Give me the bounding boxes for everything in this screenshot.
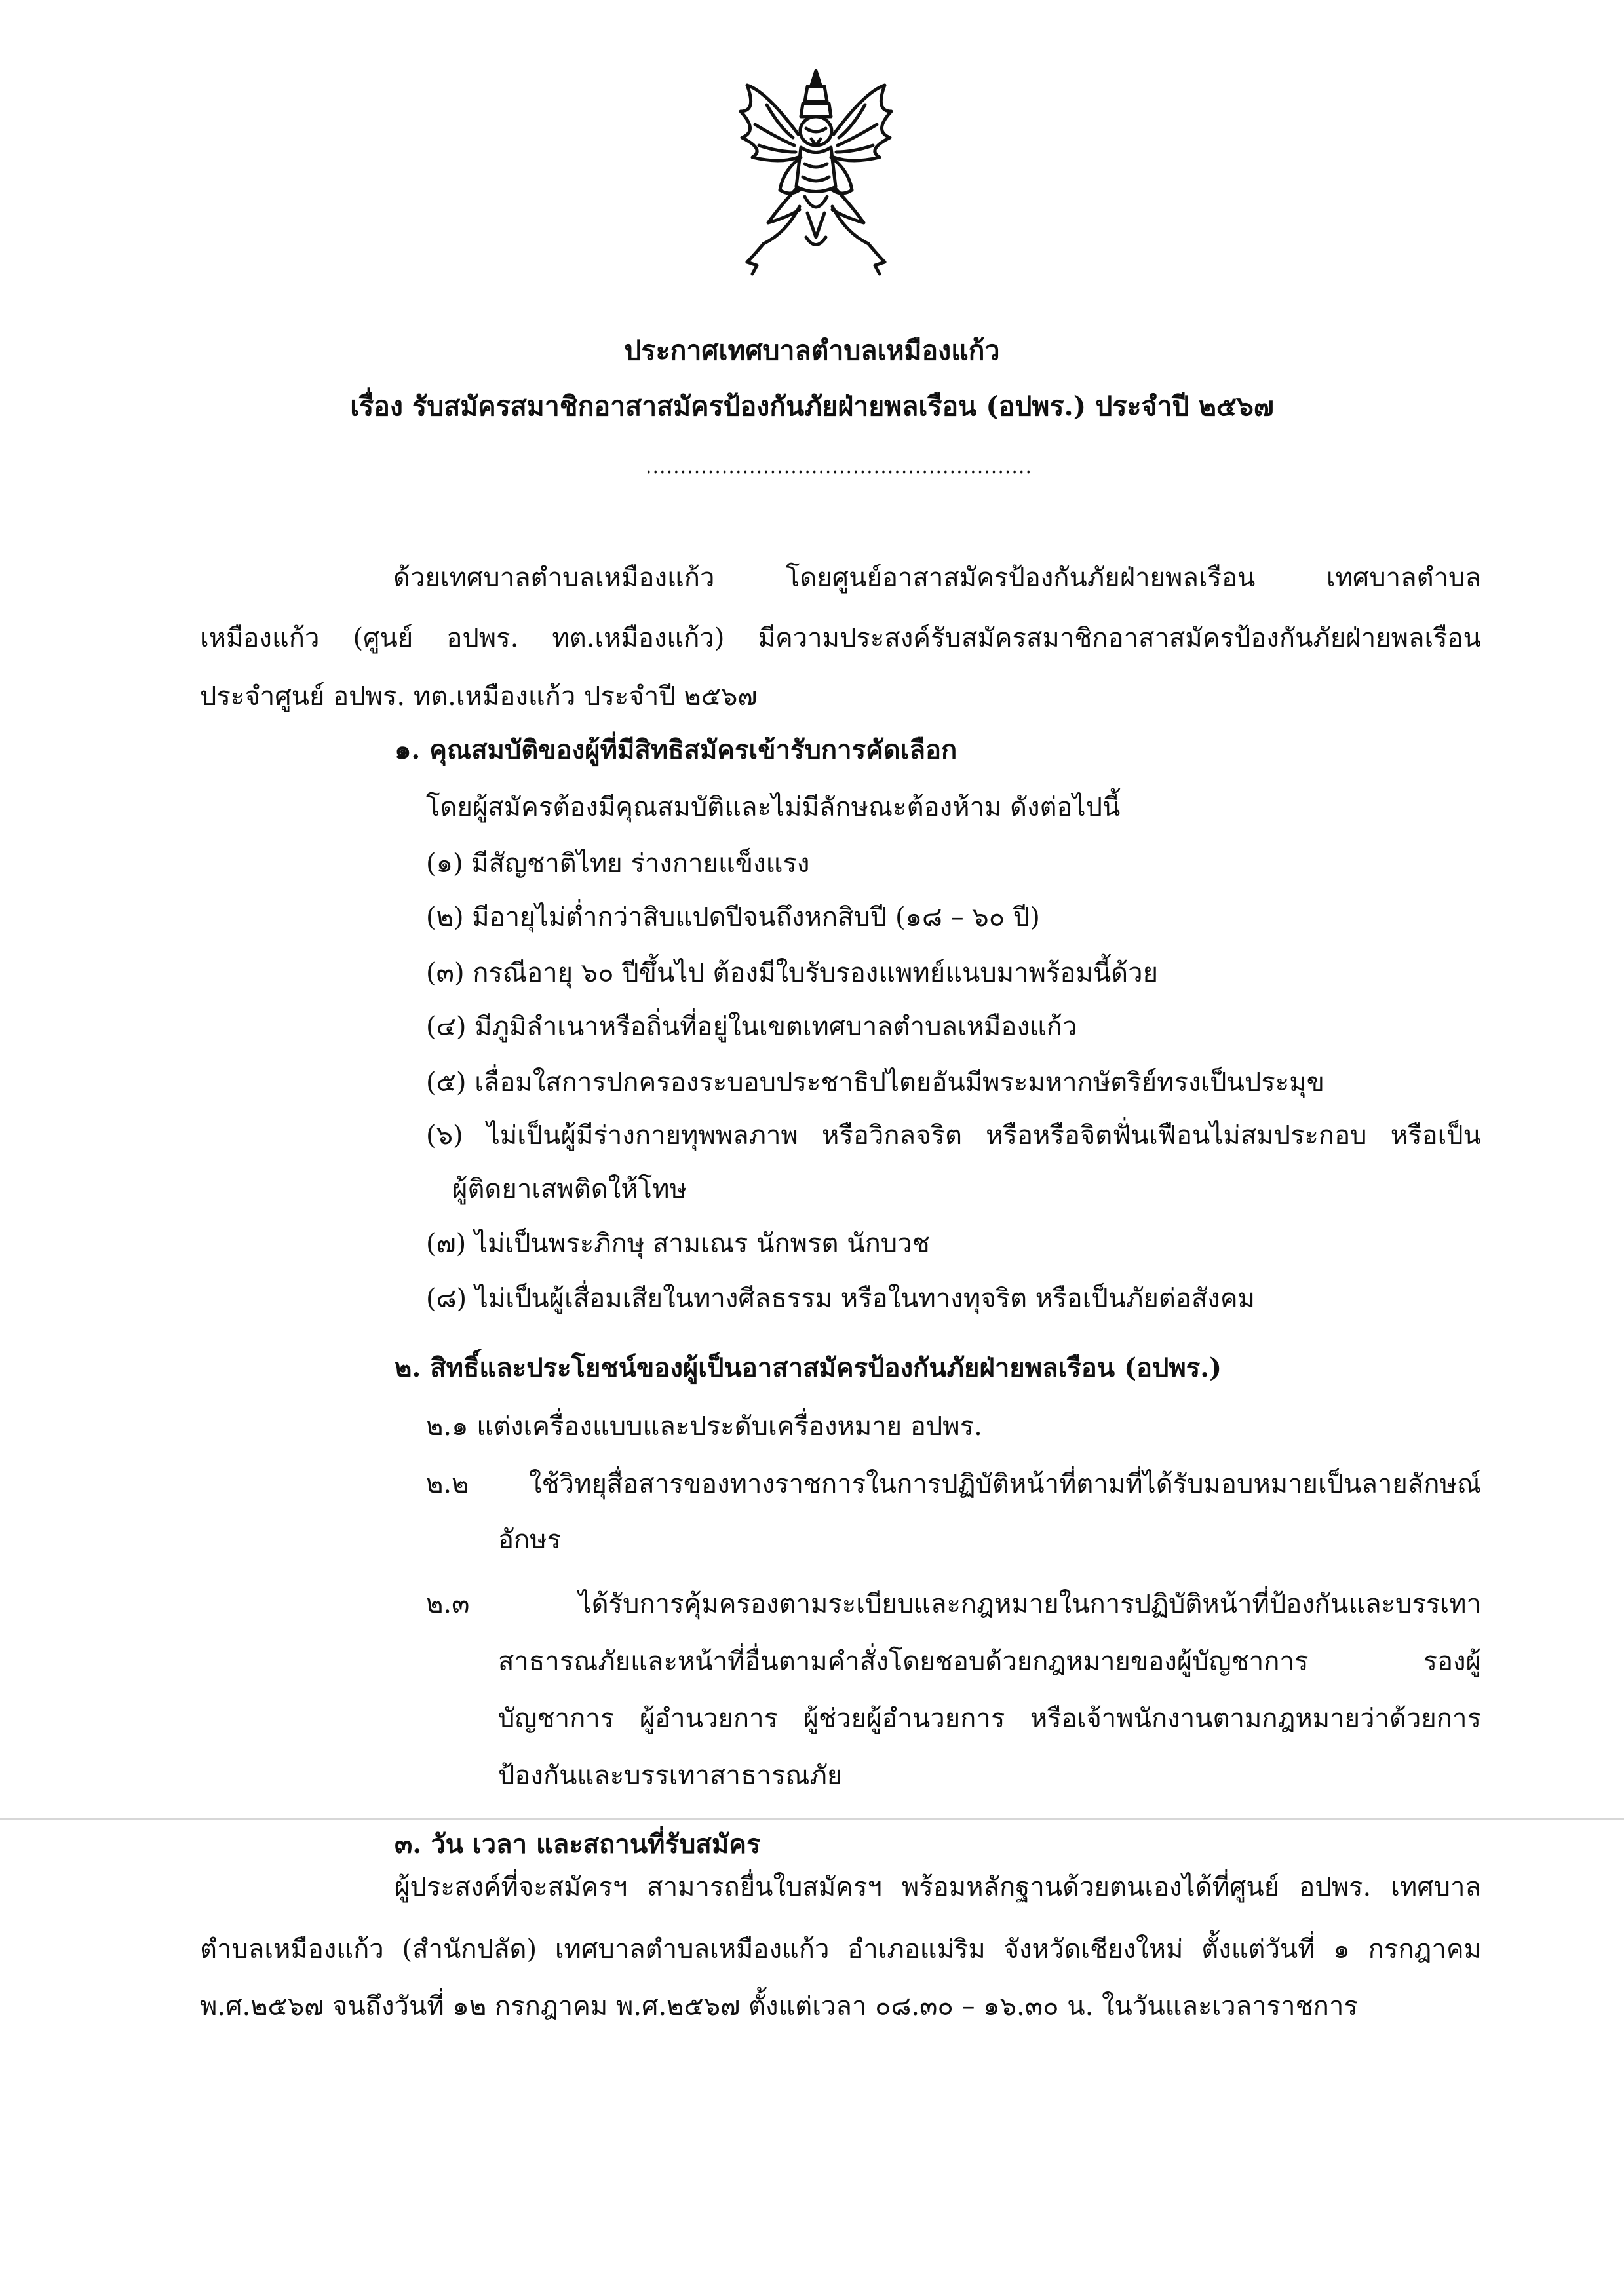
qualification-item: (๕) เลื่อมใสการปกครองระบอบประชาธิปไตยอันมีพระมหากษัตริย์ทรงเป็นประมุข	[426, 1067, 1324, 1098]
qualification-item-continued: ผู้ติดยาเสพติดให้โทษ	[452, 1174, 687, 1204]
intro-line: เหมืองแก้ว (ศูนย์ อปพร. ทต.เหมืองแก้ว) มีความประสงค์รับสมัครสมาชิกอาสาสมัครป้องกันภัยฝ่ายพลเรือน	[200, 623, 1481, 653]
intro-line: ด้วยเทศบาลตำบลเหมืองแก้ว โดยศูนย์อาสาสมัครป้องกันภัยฝ่ายพลเรือน เทศบาลตำบล	[393, 563, 1481, 593]
qualification-item: (๑) มีสัญชาติไทย ร่างกายแข็งแรง	[426, 849, 810, 879]
benefit-item: ๒.๒ ใช้วิทยุสื่อสารของทางราชการในการปฏิบัติหน้าที่ตามที่ได้รับมอบหมายเป็นลายลักษณ์	[426, 1469, 1481, 1499]
qualification-item: (๗) ไม่เป็นพระภิกษุ สามเณร นักพรต นักบวช	[426, 1229, 930, 1259]
qualification-item: (๒) มีอายุไม่ต่ำกว่าสิบแปดปีจนถึงหกสิบปี (๑๘ – ๖๐ ปี)	[426, 902, 1040, 932]
announcement-subject: เรื่อง รับสมัครสมาชิกอาสาสมัครป้องกันภัยฝ่ายพลเรือน (อปพร.) ประจำปี ๒๕๖๗	[350, 391, 1274, 422]
garuda-emblem-icon	[727, 66, 904, 282]
section-3-heading: ๓. วัน เวลา และสถานที่รับสมัคร	[395, 1829, 761, 1860]
application-line: ตำบลเหมืองแก้ว (สำนักปลัด) เทศบาลตำบลเหมืองแก้ว อำเภอแม่ริม จังหวัดเชียงใหม่ ตั้งแต่วันที่ ๑ กรกฎาคม	[200, 1934, 1481, 1964]
title-divider: ........................................................	[645, 455, 1033, 478]
benefit-item-continued: ป้องกันและบรรเทาสาธารณภัย	[498, 1761, 843, 1791]
benefit-item: ๒.๓ ได้รับการคุ้มครองตามระเบียบและกฎหมายในการปฏิบัติหน้าที่ป้องกันและบรรเทา	[426, 1589, 1481, 1619]
application-line: ผู้ประสงค์ที่จะสมัครฯ สามารถยื่นใบสมัครฯ พร้อมหลักฐานด้วยตนเองได้ที่ศูนย์ อปพร. เทศบาล	[395, 1872, 1481, 1902]
benefit-item-continued: สาธารณภัยและหน้าที่อื่นตามคำสั่งโดยชอบด้วยกฎหมายของผู้บัญชาการ รองผู้	[498, 1647, 1481, 1677]
benefit-item: ๒.๑ แต่งเครื่องแบบและประดับเครื่องหมาย อปพร.	[426, 1411, 982, 1442]
section-2-heading: ๒. สิทธิ์และประโยชน์ของผู้เป็นอาสาสมัครป้องกันภัยฝ่ายพลเรือน (อปพร.)	[395, 1352, 1222, 1383]
application-line: พ.ศ.๒๕๖๗ จนถึงวันที่ ๑๒ กรกฎาคม พ.ศ.๒๕๖๗ ตั้งแต่เวลา ๐๘.๓๐ – ๑๖.๓๐ น. ในวันและเวลาราชการ	[200, 1991, 1358, 2021]
qualification-item: (๓) กรณีอายุ ๖๐ ปีขึ้นไป ต้องมีใบรับรองแพทย์แนบมาพร้อมนี้ด้วย	[426, 958, 1159, 988]
qualification-item: (๖) ไม่เป็นผู้มีร่างกายทุพพลภาพ หรือวิกลจริต หรือหรือจิตฟั่นเฟือนไม่สมประกอบ หรือเป็น	[426, 1120, 1481, 1151]
qualification-item: (๘) ไม่เป็นผู้เสื่อมเสียในทางศีลธรรม หรือในทางทุจริต หรือเป็นภัยต่อสังคม	[426, 1284, 1255, 1314]
announcement-title: ประกาศเทศบาลตำบลเหมืองแก้ว	[624, 335, 1000, 366]
section-1-heading: ๑. คุณสมบัติของผู้ที่มีสิทธิสมัครเข้ารับการคัดเลือก	[395, 735, 957, 765]
benefit-item-continued: อักษร	[498, 1525, 562, 1555]
scan-divider	[0, 1818, 1624, 1820]
qualification-item: (๔) มีภูมิลำเนาหรือถิ่นที่อยู่ในเขตเทศบาลตำบลเหมืองแก้ว	[426, 1012, 1077, 1042]
benefit-item-continued: บัญชาการ ผู้อำนวยการ ผู้ช่วยผู้อำนวยการ หรือเจ้าพนักงานตามกฎหมายว่าด้วยการ	[498, 1704, 1481, 1734]
section-1-lead: โดยผู้สมัครต้องมีคุณสมบัติและไม่มีลักษณะต้องห้าม ดังต่อไปนี้	[426, 792, 1121, 822]
intro-line: ประจำศูนย์ อปพร. ทต.เหมืองแก้ว ประจำปี ๒๕๖๗	[200, 681, 758, 712]
